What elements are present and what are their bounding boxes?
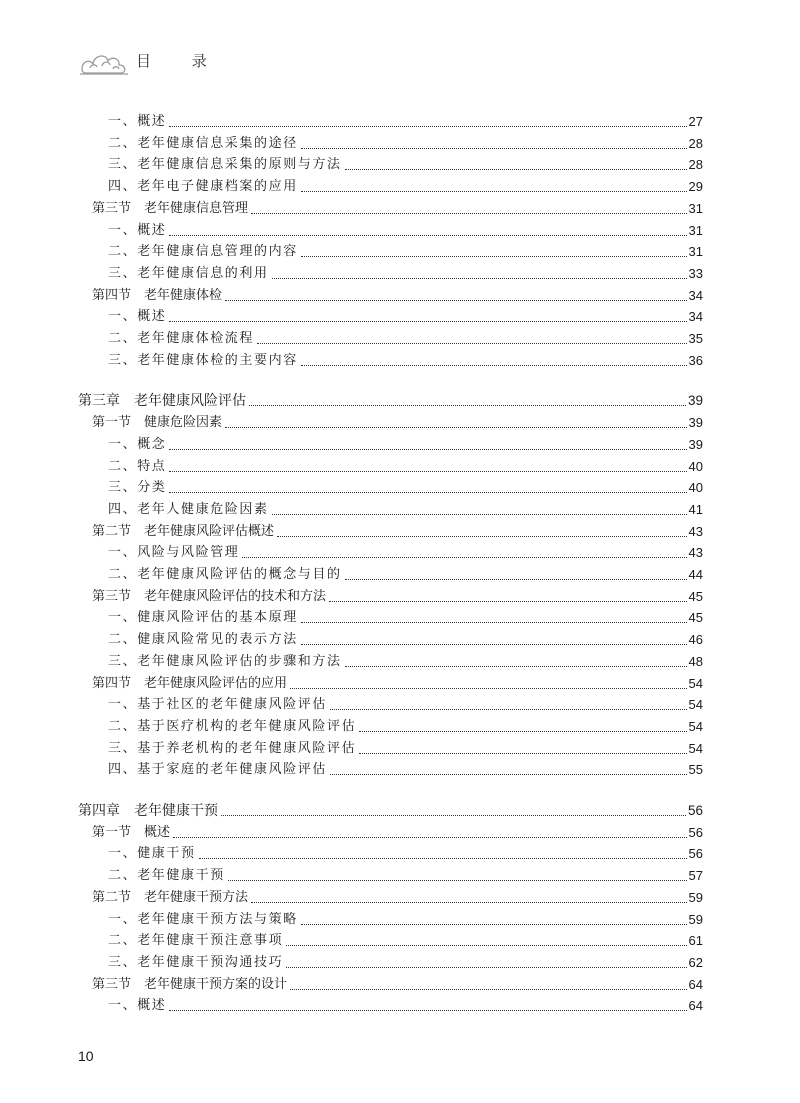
toc-item-row[interactable] [108,173,703,195]
toc-chapter-row[interactable] [78,797,703,819]
toc-page-number: 40 [688,480,703,496]
toc-entry-label: 二、特点 [108,458,167,474]
toc-page-number: 39 [687,393,703,409]
toc-entry-label: 第四节 老年健康风险评估的应用 [92,675,288,691]
toc-page-number: 54 [688,718,703,734]
toc-entry-label: 一、健康风险评估的基本原理 [108,610,298,626]
toc-entry-label: 第二节 老年健康风险评估概述 [92,523,275,539]
toc-entry-label: 一、基于社区的老年健康风险评估 [108,697,328,713]
toc-page-number: 62 [688,954,703,970]
toc-entry-label: 一、健康干预 [108,846,196,862]
dot-leader [251,902,687,903]
toc-page-number: 64 [688,976,703,992]
toc-page-number: 45 [688,610,703,626]
toc-section-row[interactable] [92,971,703,993]
dot-leader [228,880,687,881]
toc-section-row[interactable] [92,884,703,906]
toc-item-row[interactable] [108,260,703,282]
toc-page-number: 27 [688,114,703,129]
dot-leader [257,343,687,344]
dot-leader [301,622,687,623]
toc-item-row[interactable] [108,949,703,971]
dot-leader [301,256,687,257]
toc-entry-label: 第一节 健康危险因素 [92,415,223,431]
dot-leader [169,471,686,472]
toc-item-row[interactable] [108,347,703,369]
dot-leader [277,536,687,537]
dot-leader [242,557,686,558]
toc-page-number: 36 [688,352,703,368]
toc-entry-label: 三、老年健康信息采集的原则与方法 [108,157,342,173]
toc-item-row[interactable] [108,927,703,949]
dot-leader [169,235,686,236]
toc-page-number: 48 [688,653,703,669]
toc-page-number: 31 [688,222,703,238]
dot-leader [249,405,686,406]
dot-leader [301,148,687,149]
toc-section-row[interactable] [92,819,703,841]
toc-item-row[interactable] [108,735,703,757]
toc-item-row[interactable] [108,691,703,713]
toc-item-row[interactable] [108,906,703,928]
dot-leader [290,688,687,689]
toc-chapter-row[interactable] [78,387,703,409]
toc-page-number: 44 [688,567,703,582]
toc-entry-label: 三、分类 [108,480,167,496]
toc-item-row[interactable] [108,626,703,648]
toc-entry-label: 二、基于医疗机构的老年健康风险评估 [108,718,357,734]
toc-entry-label: 一、概述 [108,114,167,129]
toc-item-row[interactable] [108,756,703,778]
toc-entry-label: 四、老年人健康危险因素 [108,501,269,517]
dot-leader [329,601,687,602]
toc-page-number: 34 [688,309,703,325]
toc-page-number: 43 [688,523,703,539]
toc-page-number: 54 [688,697,703,713]
toc-item-row[interactable] [108,325,703,347]
toc-entry-label: 一、概述 [108,222,167,238]
toc-entry-label: 一、概述 [108,998,167,1014]
dot-leader [359,731,686,732]
toc-entry-label: 三、老年健康信息的利用 [108,265,269,281]
toc-entry-label: 三、老年健康体检的主要内容 [108,352,298,368]
dot-leader [199,858,687,859]
toc-item-row[interactable] [108,151,703,173]
toc-entry-label: 一、风险与风险管理 [108,545,240,561]
toc-page-number: 56 [688,824,703,840]
toc-entry-label: 第四节 老年健康体检 [92,287,223,303]
toc-entry-label: 二、老年健康信息采集的途径 [108,135,298,151]
toc-entry-label: 第三节 老年健康干预方案的设计 [92,976,288,992]
dot-leader [169,1010,686,1011]
toc-item-row[interactable] [108,453,703,475]
toc-item-row[interactable] [108,108,703,130]
dot-leader [359,753,686,754]
toc-entry-label: 三、基于养老机构的老年健康风险评估 [108,740,357,756]
toc-item-row[interactable] [108,992,703,1014]
dot-leader [169,449,686,450]
dot-leader [290,989,687,990]
toc-item-row[interactable] [108,217,703,239]
toc-page-number: 46 [688,632,703,648]
dot-leader [169,126,686,127]
dot-leader [221,815,686,816]
toc-entry-label: 二、健康风险常见的表示方法 [108,632,298,648]
toc-entry-label: 一、老年健康干预方法与策略 [108,911,298,927]
toc-entry-label: 一、概述 [108,309,167,325]
toc-page-number: 45 [688,588,703,604]
toc-page-number: 64 [688,998,703,1014]
toc-page-number: 61 [688,933,703,949]
toc-page-number: 59 [688,911,703,927]
toc-section-row[interactable] [92,195,703,217]
toc-entry-label: 三、老年健康干预沟通技巧 [108,954,284,970]
toc-item-row[interactable] [108,238,703,260]
toc-entry-label: 二、老年健康风险评估的概念与目的 [108,567,342,582]
dot-leader [301,191,687,192]
toc-page-number: 33 [688,265,703,281]
toc-section-row[interactable] [92,282,703,304]
toc-page-number: 39 [688,415,703,431]
toc-item-row[interactable] [108,713,703,735]
dot-leader [225,300,687,301]
toc-section-row[interactable] [92,670,703,692]
dot-leader [345,169,687,170]
toc-entry-label: 二、老年健康干预 [108,868,225,884]
toc-page-number: 59 [688,889,703,905]
dot-leader [169,321,686,322]
toc-page-number: 31 [688,200,703,216]
toc-page-number: 28 [688,157,703,173]
toc-page-number: 28 [688,135,703,151]
toc-page-number: 54 [688,675,703,691]
dot-leader [345,666,687,667]
toc-page-number: 39 [688,436,703,452]
toc-page-number: 41 [688,501,703,517]
dot-leader [286,967,686,968]
toc-page-number: 56 [687,803,703,818]
toc-page-number: 43 [688,545,703,561]
toc-item-row[interactable] [108,474,703,496]
toc-item-row[interactable] [108,130,703,152]
toc-page-number: 40 [688,458,703,474]
toc-item-row[interactable] [108,648,703,670]
toc-entry-label: 第一节 概述 [92,824,171,840]
toc-item-row[interactable] [108,561,703,583]
dot-leader [272,278,687,279]
toc-section-row[interactable] [92,409,703,431]
toc-item-row[interactable] [108,862,703,884]
toc-item-row[interactable] [108,539,703,561]
toc-entry-label: 第三节 老年健康风险评估的技术和方法 [92,588,327,604]
toc-page-number: 56 [688,846,703,862]
toc-page-number: 35 [688,331,703,346]
toc-section-row[interactable] [92,518,703,540]
dot-leader [330,709,687,710]
toc-entry-label: 第二节 老年健康干预方法 [92,889,249,905]
dot-leader [272,514,687,515]
toc-item-row[interactable] [108,303,703,325]
cloud-ornament-icon [78,43,130,77]
toc-entry-label: 四、基于家庭的老年健康风险评估 [108,762,328,778]
toc-entry-label: 二、老年健康干预注意事项 [108,933,284,949]
dot-leader [173,837,687,838]
dot-leader [286,945,686,946]
toc-item-row[interactable] [108,496,703,518]
toc-entry-label: 四、老年电子健康档案的应用 [108,179,298,195]
dot-leader [330,774,687,775]
toc-page-number: 57 [688,868,703,884]
dot-leader [301,365,687,366]
toc-entry-label: 二、老年健康信息管理的内容 [108,244,298,260]
page-number: 10 [78,1048,94,1064]
running-header [78,40,225,80]
toc-entry-label: 第三章 老年健康风险评估 [78,393,246,410]
toc-section-row[interactable] [92,583,703,605]
toc-item-row[interactable] [108,604,703,626]
toc-entry-label: 三、老年健康风险评估的步骤和方法 [108,653,342,669]
dot-leader [225,427,687,428]
dot-leader [251,213,687,214]
toc-entry-label: 一、概念 [108,436,167,452]
dot-leader [301,644,687,645]
dot-leader [345,579,687,580]
dot-leader [301,924,687,925]
toc-item-row[interactable] [108,840,703,862]
toc-page-number: 31 [688,244,703,260]
toc-page-number: 29 [688,179,703,195]
toc-page-number: 54 [688,740,703,756]
dot-leader [169,492,686,493]
toc-entry-label: 二、老年健康体检流程 [108,331,255,346]
toc-entry-label: 第四章 老年健康干预 [78,803,218,819]
toc-page-number: 55 [688,762,703,778]
toc-page-number: 34 [688,287,703,303]
toc-item-row[interactable] [108,431,703,453]
toc-entry-label: 第三节 老年健康信息管理 [92,200,249,216]
header-title: 目 录 [136,51,225,70]
